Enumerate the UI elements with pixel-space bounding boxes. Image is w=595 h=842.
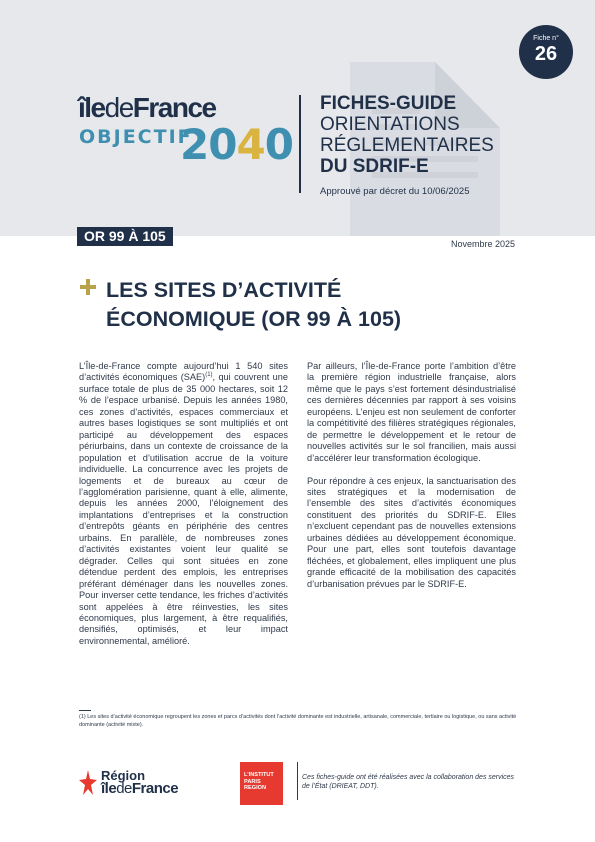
- body-column-right: [307, 361, 516, 601]
- left-p1-text-a: L’Île-de-France compte aujourd’hui 1 540 sites d’activités économiques (SAE): [79, 361, 288, 383]
- title-line-2: ÉCONOMIQUE (OR 99 À 105): [106, 307, 402, 331]
- region-name-ile: île: [101, 780, 117, 797]
- logo-objectif: OBJECTIF: [79, 126, 193, 148]
- logo-brand-ile: île: [78, 92, 105, 123]
- guide-title-line-4: DU SDRIF-E: [320, 156, 429, 177]
- left-p1-text-b: , qui couvrent une surface totale de plus de 35 000 hectares, soit 12 % de l’espace urbanisé. Depuis les années 1980, ces zones d’activités, espaces commerciaux et autres bases logistiques se sont multipliés et ont participé au développement des espaces périurbains, dans un contexte de croissance de la population et d’utilisation accrue de la voiture individuelle. La concurrence avec les projets de logements et de bureaux au cœur de l’agglomération parisienne, quant à elle, alimente, depuis les années 2000, l’éloignement des implantations d’entreprises et la construction d’entrepôts géants en périphérie des centres urbains. En parallèle, de nombreuses zones d’activités existantes voient leur qualité se dégrader. Celles qui sont situées en zone détendue perdent des emplois, les entreprises préférant déménager dans les nouvelles zones. Pour inverser cette tendance, les friches d’activités sont appelées à être réinvesties, les sites économiques, plus largement, à être requalifiés, densifiés, optimisés, et leur impact environnemental, amélioré.: [79, 372, 288, 646]
- region-name-france: France: [131, 780, 179, 797]
- footnote: (1) Les sites d’activité économique regroupent les zones et parcs d’activités dont l’activité dominante est industrielle, artisanale, commerciale, tertiaire ou logistique, ou sans activité dominante (activité mixte).: [79, 714, 517, 728]
- left-paragraph-1: [79, 361, 288, 647]
- body-column-left: [79, 361, 288, 659]
- footnote-ref: (1): [205, 372, 213, 379]
- approval-note: Approuvé par décret du 10/06/2025: [320, 186, 470, 197]
- star-icon: [79, 770, 97, 796]
- guide-title-line-1: FICHES-GUIDE: [320, 93, 457, 114]
- logo-brand-de: de: [104, 92, 133, 123]
- header-divider: [299, 95, 301, 193]
- right-paragraph-1: Par ailleurs, l’Île-de-France porte l’ambition d’être la première région industrielle française, alors même que le pays s’est fortement désindustrialisé ces dernières décennies par rapport à ses voisins européens. L’enjeu est non seulement de conforter la compétitivité des filières stratégiques régionales, de permettre le développement et le retour de nouvelles activités sur le sol francilien, mais aussi d’accélérer leur transformation écologique.: [307, 361, 516, 463]
- logo-year-a: 20: [180, 120, 237, 169]
- collaboration-note: Ces fiches-guide ont été réalisées avec la collaboration des services de l’État (DRIEAT, DDT).: [302, 774, 515, 790]
- publication-date: Novembre 2025: [450, 239, 515, 249]
- fiche-number: 26: [534, 43, 558, 65]
- logo-year-b: 4: [236, 120, 265, 169]
- institut-paris-region-logo: L’INSTITUT PARIS REGION: [240, 762, 283, 805]
- plus-icon: [80, 279, 96, 295]
- page-title: [106, 276, 401, 334]
- fiche-label: Fiche n°: [533, 35, 559, 42]
- logo-brand-france: France: [132, 92, 216, 123]
- footnote-rule: [79, 710, 91, 711]
- or-tag: OR 99 À 105: [77, 227, 173, 246]
- region-label: Région: [101, 768, 146, 783]
- guide-title-line-3: RÉGLEMENTAIRES: [320, 135, 494, 156]
- region-name-de: de: [116, 780, 132, 797]
- logo-year-c: 0: [264, 120, 293, 169]
- right-paragraph-2: Pour répondre à ces enjeux, la sanctuarisation des sites stratégiques et la modernisation de l’ensemble des sites d’activités économiques constituent des priorités du SDRIF-E. Elles n’excluent cependant pas de nouvelles extensions urbaines dédiées au développement économique. Pour une part, elles sont toutefois davantage fléchées, et globalement, elles impliquent une plus grande efficacité de la mobilisation des capacités d’urbanisation prévues par le SDRIF-E.: [307, 475, 516, 589]
- region-name: [101, 780, 178, 797]
- guide-title: [320, 93, 494, 177]
- fiche-badge: [519, 25, 573, 79]
- logo-year: [180, 120, 293, 169]
- guide-title-line-2: ORIENTATIONS: [320, 114, 460, 135]
- title-line-1: LES SITES D’ACTIVITÉ: [106, 278, 342, 302]
- collab-divider: [297, 762, 298, 800]
